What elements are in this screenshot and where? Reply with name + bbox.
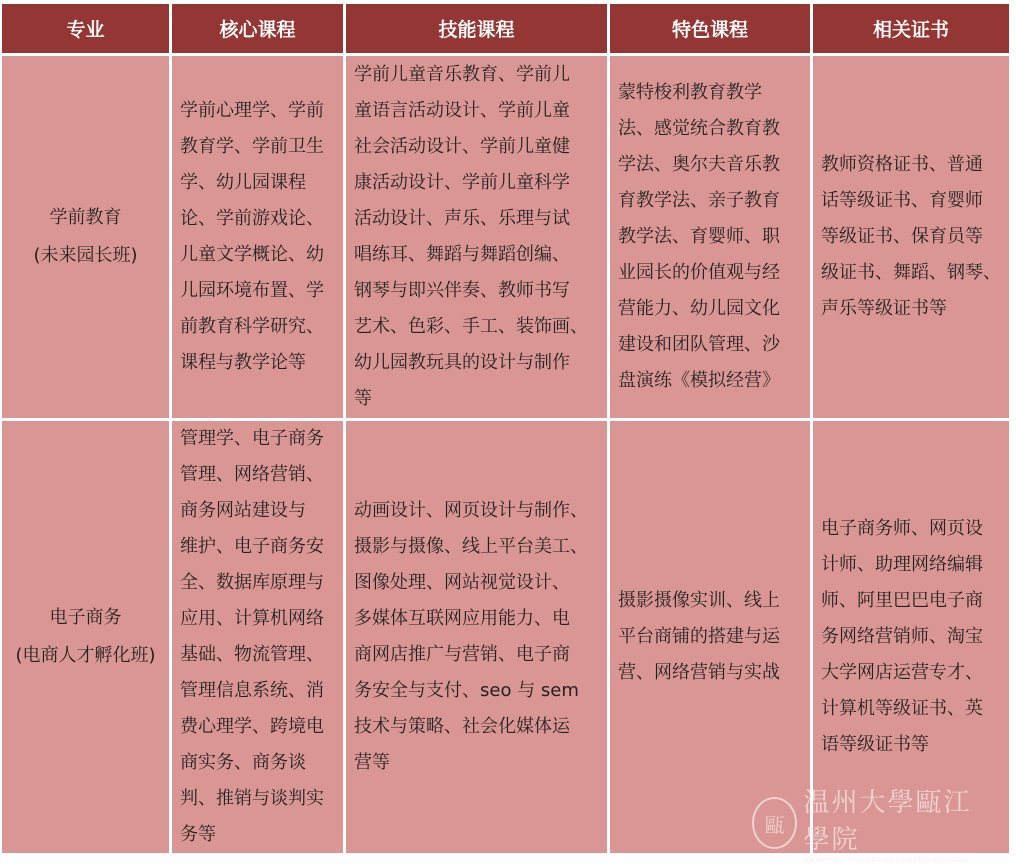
cell-line: 全、数据库原理与 — [180, 572, 324, 593]
cell-line: (电商人才孵化班) — [15, 645, 156, 666]
curriculum-table — [2, 4, 1009, 853]
cell-line: 论、学前游戏论、 — [180, 208, 324, 229]
cell-line: 幼儿园教玩具的设计与制作 — [354, 352, 570, 373]
cell-line: 摄影与摄像、线上平台美工、 — [354, 536, 588, 557]
cell-line: 康活动设计、学前儿童科学 — [354, 172, 570, 193]
cell-line: 商实务、商务谈 — [180, 752, 306, 773]
core-courses-cell — [172, 56, 343, 418]
cell-line: 管理信息系统、消 — [180, 680, 324, 701]
cell-line: 多媒体互联网应用能力、电 — [354, 608, 570, 629]
cell-line: 费心理学、跨境电 — [180, 716, 324, 737]
cell-line: 师、阿里巴巴电子商 — [821, 590, 983, 611]
college-seal-icon: 甌 — [752, 797, 797, 849]
cell-line: 语等级证书等 — [821, 734, 929, 755]
cell-line: 等级证书、保育员等 — [821, 226, 983, 247]
cell-line: 学法、奥尔夫音乐教 — [618, 154, 780, 175]
cell-line: 学前教育 — [49, 207, 122, 228]
cell-line: 基础、物流管理、 — [180, 644, 324, 665]
header-major: 专业 — [2, 4, 169, 53]
cell-line: 平台商铺的搭建与运 — [618, 626, 780, 647]
cell-line: 动画设计、网页设计与制作、 — [354, 500, 588, 521]
cell-line: (未来园长班) — [33, 245, 138, 266]
cell-line: 摄影摄像实训、线上 — [618, 590, 780, 611]
cell-line: 判、推销与谈判实 — [180, 788, 324, 809]
featured-courses-cell — [610, 421, 810, 853]
cell-line: 声乐等级证书等 — [821, 298, 947, 319]
cell-line: 钢琴与即兴伴奏、教师书写 — [354, 280, 570, 301]
featured-courses-cell — [610, 56, 810, 418]
cell-line: 话等级证书、育婴师 — [821, 190, 983, 211]
cell-line: 育教学法、亲子教育 — [618, 190, 780, 211]
cell-line: 营等 — [354, 752, 390, 773]
cell-line: 等 — [354, 388, 372, 409]
header-skill-courses: 技能课程 — [346, 4, 607, 53]
cell-line: 学、幼儿园课程 — [180, 172, 306, 193]
header-certificates: 相关证书 — [813, 4, 1009, 53]
certificates-cell — [813, 56, 1009, 418]
cell-line: 营、网络营销与实战 — [618, 662, 780, 683]
cell-line: 务等 — [180, 824, 216, 845]
cell-line: 管理、网络营销、 — [180, 464, 324, 485]
watermark-en: WENZHOU UNIVERSITY OUJIANG COLLEGE — [803, 856, 969, 864]
cell-line: 学前儿童音乐教育、学前儿 — [354, 64, 570, 85]
major-cell — [2, 56, 169, 418]
cell-line: 营能力、幼儿园文化 — [618, 298, 780, 319]
cell-line: 务安全与支付、seo 与 sem — [354, 680, 579, 701]
cell-line: 商网店推广与营销、电子商 — [354, 644, 570, 665]
cell-line: 应用、计算机网络 — [180, 608, 324, 629]
cell-line: 教师资格证书、普通 — [821, 154, 983, 175]
cell-line: 教学法、育婴师、职 — [618, 226, 780, 247]
core-courses-cell — [172, 421, 343, 853]
cell-line: 社会活动设计、学前儿童健 — [354, 136, 570, 157]
cell-line: 童语言活动设计、学前儿童 — [354, 100, 570, 121]
header-featured-courses: 特色课程 — [610, 4, 810, 53]
cell-line: 图像处理、网站视觉设计、 — [354, 572, 570, 593]
header-core-courses: 核心课程 — [172, 4, 343, 53]
cell-line: 业园长的价值观与经 — [618, 262, 780, 283]
cell-line: 管理学、电子商务 — [180, 428, 324, 449]
skill-courses-cell — [346, 421, 607, 853]
watermark-cn: 温州大學甌江學院 — [803, 788, 972, 855]
cell-line: 前教育科学研究、 — [180, 316, 324, 337]
cell-line: 商务网站建设与 — [180, 500, 306, 521]
cell-line: 盘演练《模拟经营》 — [618, 370, 780, 391]
cell-line: 艺术、色彩、手工、装饰画、 — [354, 316, 588, 337]
cell-line: 大学网店运营专才、 — [821, 662, 983, 683]
cell-line: 儿童文学概论、幼 — [180, 244, 324, 265]
major-cell — [2, 421, 169, 853]
cell-line: 级证书、舞蹈、钢琴、 — [821, 262, 1001, 283]
cell-line: 法、感觉统合教育教 — [618, 118, 780, 139]
cell-line: 儿园环境布置、学 — [180, 280, 324, 301]
cell-line: 蒙特梭利教育教学 — [618, 82, 762, 103]
cell-line: 维护、电子商务安 — [180, 536, 324, 557]
cell-line: 教育学、学前卫生 — [180, 136, 324, 157]
cell-line: 学前心理学、学前 — [180, 100, 324, 121]
cell-line: 课程与教学论等 — [180, 352, 306, 373]
cell-line: 活动设计、声乐、乐理与试 — [354, 208, 570, 229]
cell-line: 技术与策略、社会化媒体运 — [354, 716, 570, 737]
cell-line: 计算机等级证书、英 — [821, 698, 983, 719]
cell-line: 电子商务师、网页设 — [821, 518, 983, 539]
skill-courses-cell — [346, 56, 607, 418]
college-watermark-logo — [752, 788, 997, 864]
cell-line: 电子商务 — [49, 607, 122, 628]
cell-line: 计师、助理网络编辑 — [821, 554, 983, 575]
cell-line: 建设和团队管理、沙 — [618, 334, 780, 355]
cell-line: 唱练耳、舞蹈与舞蹈创编、 — [354, 244, 570, 265]
cell-line: 务网络营销师、淘宝 — [821, 626, 983, 647]
